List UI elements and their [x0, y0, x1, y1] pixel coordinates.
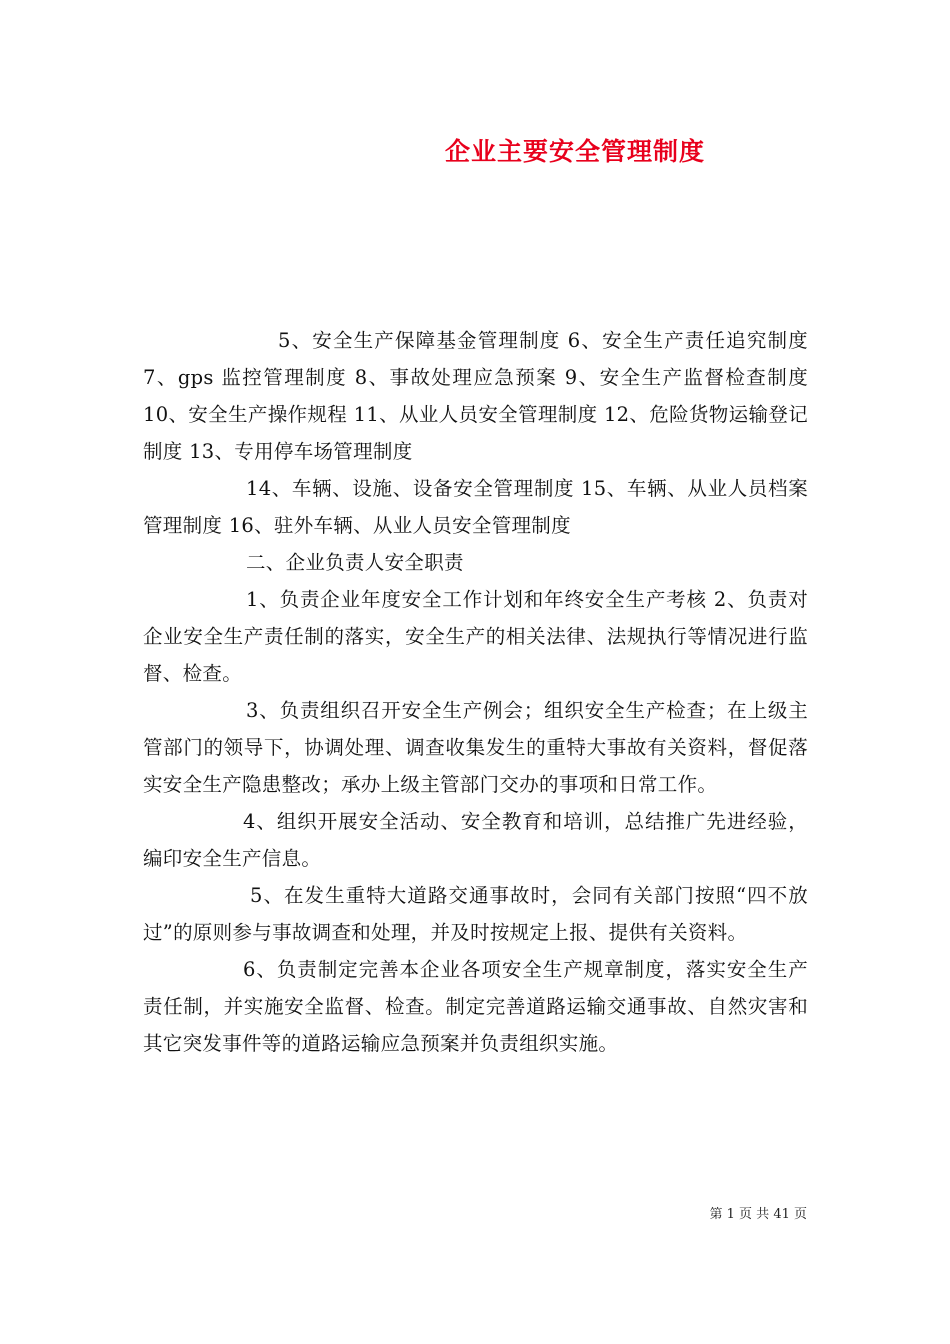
- paragraph-duty-3: 3、负责组织召开安全生产例会；组织安全生产检查；在上级主管部门的领导下，协调处理、调查收集发生的重特大事故有关资料，督促落实安全生产隐患整改；承办上级主管部门交办的事项和日常工作。: [143, 699, 808, 796]
- page-number-footer: 第 1 页 共 41 页: [709, 1207, 807, 1222]
- document-body: [143, 322, 808, 1062]
- paragraph-regulations-list-2: 14、车辆、设施、设备安全管理制度 15、车辆、从业人员档案管理制度 16、驻外车辆、从业人员安全管理制度: [143, 477, 808, 537]
- paragraph-duty-1: 1、负责企业年度安全工作计划和年终安全生产考核 2、负责对企业安全生产责任制的落实，安全生产的相关法律、法规执行等情况进行监督、检查。: [143, 588, 808, 685]
- paragraph-duty-6: 6、负责制定完善本企业各项安全生产规章制度，落实安全生产责任制，并实施安全监督、检查。制定完善道路运输交通事故、自然灾害和其它突发事件等的道路运输应急预案并负责组织实施。: [143, 958, 808, 1055]
- document-title: 企业主要安全管理制度: [444, 137, 705, 166]
- paragraph-duty-5: 5、在发生重特大道路交通事故时，会同有关部门按照“四不放过”的原则参与事故调查和处理，并及时按规定上报、提供有关资料。: [143, 884, 808, 944]
- paragraph-duty-4: 4、组织开展安全活动、安全教育和培训，总结推广先进经验，编印安全生产信息。: [143, 810, 808, 870]
- section-heading-responsibilities: 二、企业负责人安全职责: [246, 551, 464, 574]
- paragraph-regulations-list-1: 5、安全生产保障基金管理制度 6、安全生产责任追究制度 7、gps 监控管理制度 8、事故处理应急预案 9、安全生产监督检查制度 10、安全生产操作规程 11、从业人员安全管理制度 12、危险货物运输登记制度 13、专用停车场管理制度: [143, 329, 808, 463]
